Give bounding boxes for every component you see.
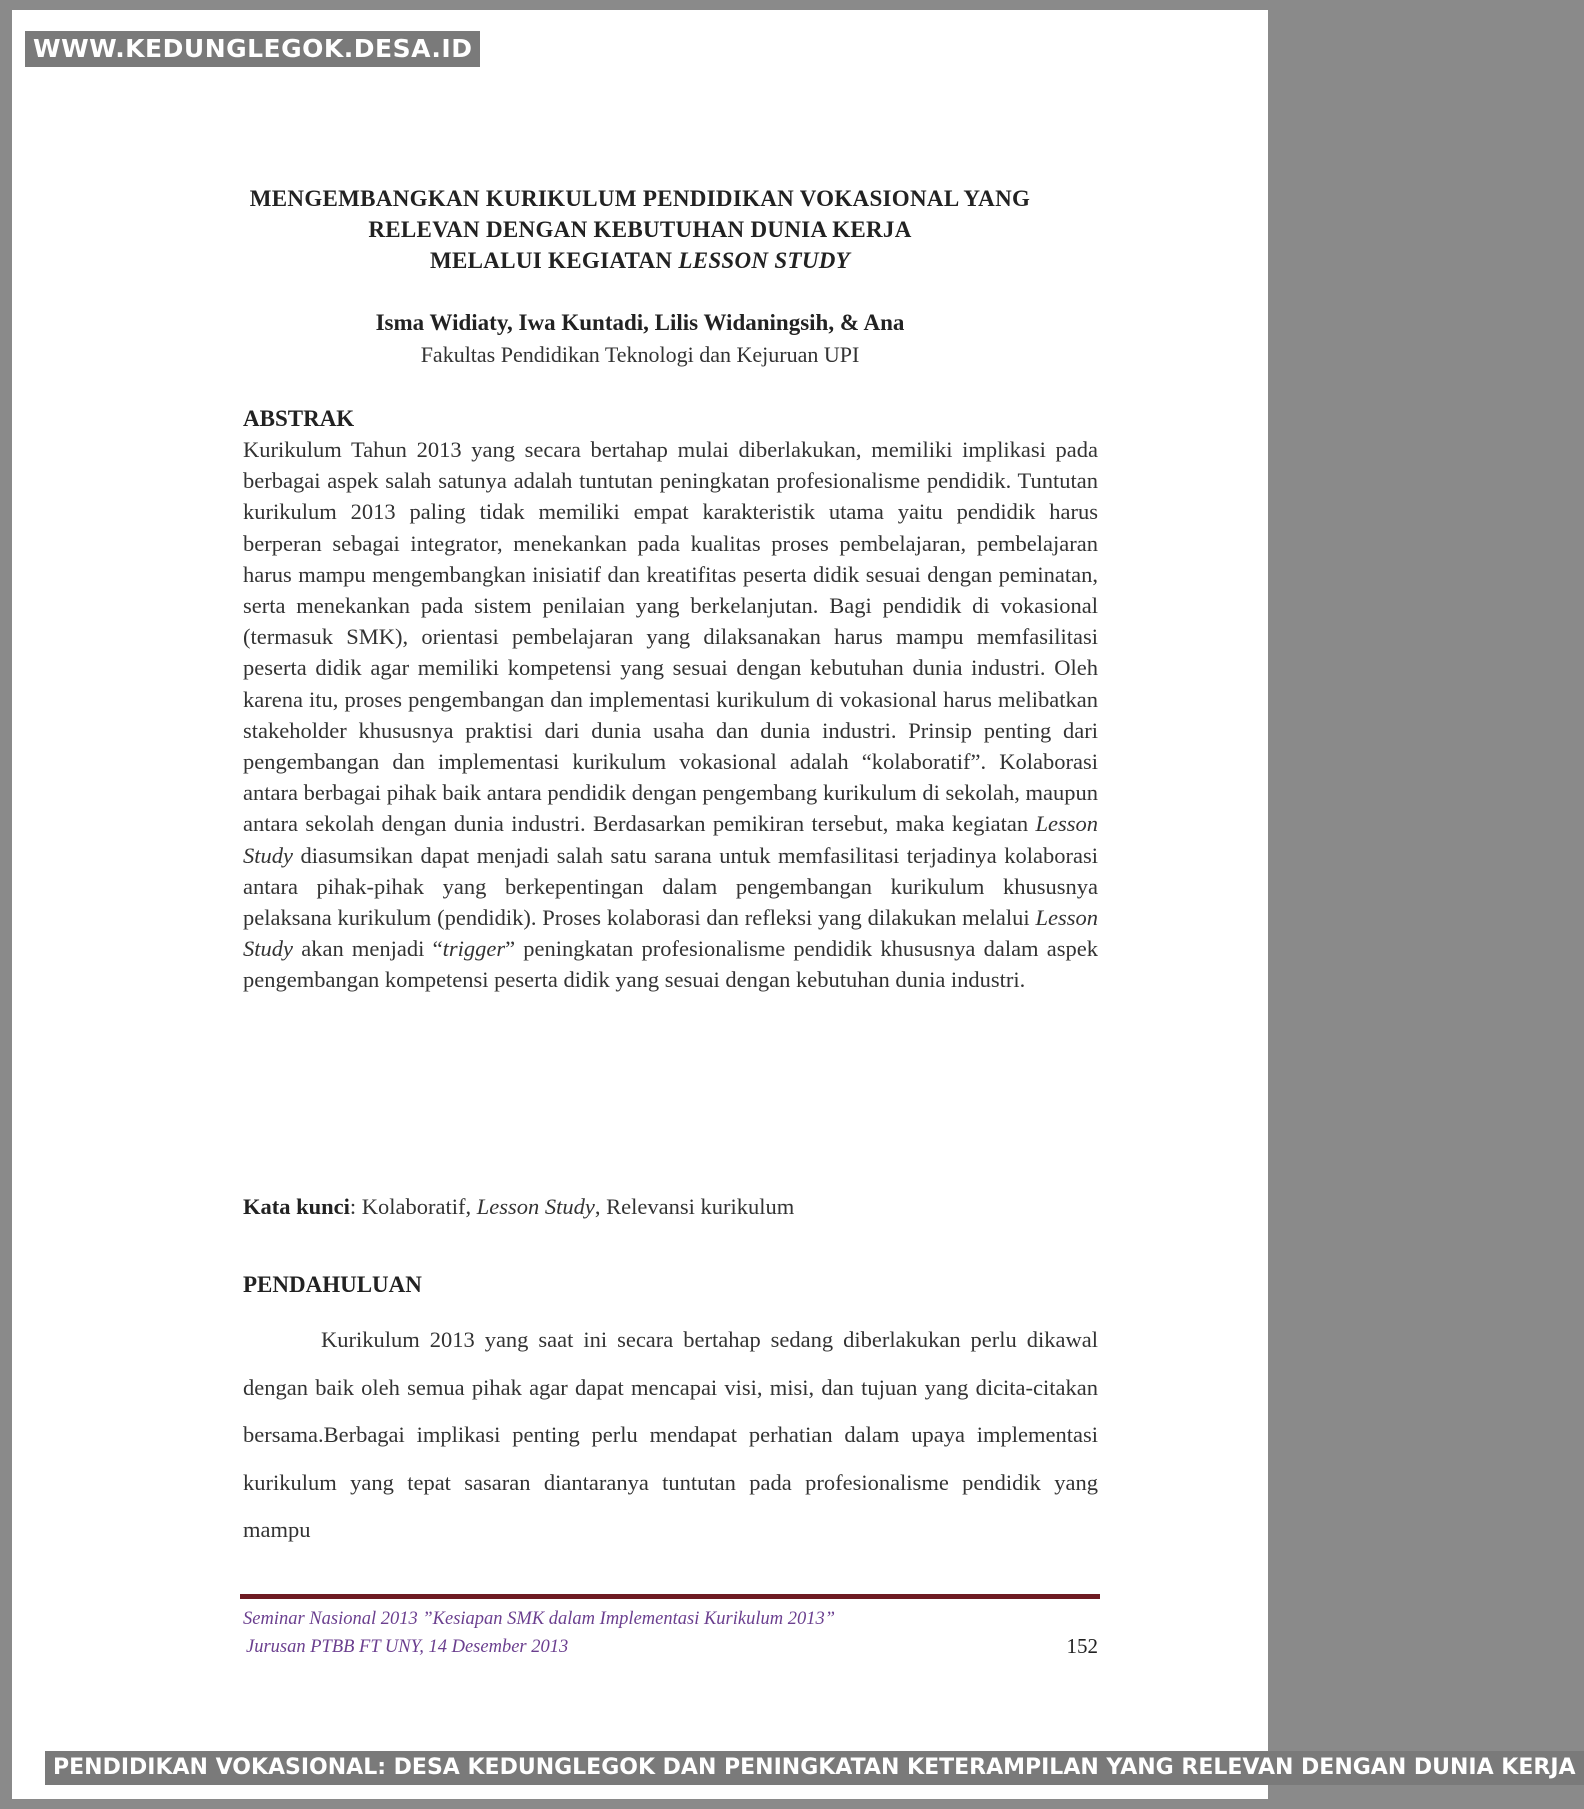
title-line-2: RELEVAN DENGAN KEBUTUHAN DUNIA KERJA <box>368 217 912 242</box>
footer-seminar-name: Seminar Nasional 2013 ”Kesiapan SMK dalam Implementasi Kurikulum 2013” <box>243 1609 836 1629</box>
keywords-part-2: , Relevansi kurikulum <box>594 1194 795 1219</box>
title-line-3-italic: LESSON STUDY <box>678 248 850 273</box>
section-heading-pendahuluan: PENDAHULUAN <box>243 1272 422 1297</box>
site-url-banner: WWW.KEDUNGLEGOK.DESA.ID <box>25 31 480 67</box>
page-number: 152 <box>1066 1634 1098 1658</box>
keywords <box>243 1192 1098 1222</box>
footer-divider <box>240 1594 1100 1599</box>
paper-affiliation: Fakultas Pendidikan Teknologi dan Kejuruan UPI <box>420 342 860 367</box>
abstract-heading: ABSTRAK <box>243 406 355 431</box>
title-line-3-prefix: MELALUI KEGIATAN <box>430 248 679 273</box>
abstract-part-3: akan menjadi “ <box>293 936 443 962</box>
abstract-part-1: Kurikulum Tahun 2013 yang secara bertahap mulai diberlakukan, memiliki implikasi pada berbagai aspek salah satunya adalah tuntutan peningkatan profesionalisme pendidik. Tuntutan kurikulum 2013 paling tidak memiliki empat karakteristik utama yaitu pendidik harus berperan sebagai integrator, menekankan pada kualitas proses pembelajaran, pembelajaran harus mampu mengembangkan inisiatif dan kreatifitas peserta didik sesuai dengan peminatan, serta menekankan pada sistem penilaian yang berkelanjutan. Bagi pendidik di vokasional (termasuk SMK), orientasi pembelajaran yang dilaksanakan harus mampu memfasilitasi peserta didik agar memiliki kompetensi yang sesuai dengan kebutuhan dunia industri. Oleh karena itu, proses pengembangan dan implementasi kurikulum di vokasional harus melibatkan stakeholder khususnya praktisi dari dunia usaha dan dunia industri. Prinsip penting dari pengembangan dan implementasi kurikulum vokasional adalah “kolaboratif”. Kolaborasi antara berbagai pihak baik antara pendidik dengan pengembang kurikulum di sekolah, maupun antara sekolah dengan dunia industri. Berdasarkan pemikiran tersebut, maka kegiatan <box>243 437 1098 837</box>
keywords-label: Kata kunci <box>243 1194 350 1219</box>
keywords-part-1: : Kolaboratif, <box>349 1194 477 1219</box>
intro-paragraph: Kurikulum 2013 yang saat ini secara bertahap sedang diberlakukan perlu dikawal dengan baik oleh semua pihak agar dapat mencapai visi, misi, dan tujuan yang dicita-citakan bersama.Berbagai implikasi penting perlu mendapat perhatian dalam upaya implementasi kurikulum yang tepat sasaran diantaranya tuntutan pada profesionalisme pendidik yang mampu <box>243 1327 1098 1542</box>
keywords-italic: Lesson Study <box>476 1194 595 1219</box>
abstract-part-2: diasumsikan dapat menjadi salah satu sarana untuk memfasilitasi terjadinya kolaborasi antara pihak-pihak yang berkepentingan dalam pengembangan kurikulum khususnya pelaksana kurikulum (pendidik). Proses kolaborasi dan refleksi yang dilakukan melalui <box>243 842 1098 931</box>
title-line-3 <box>200 245 1080 276</box>
abstract-italic-2: Lesson Study <box>243 905 1098 962</box>
paper-authors: Isma Widiaty, Iwa Kuntadi, Lilis Widaningsih, & Ana <box>375 310 905 335</box>
abstract-part-4: ” peningkatan profesionalisme pendidik khususnya dalam aspek pengembangan kompetensi peserta didik yang sesuai dengan kebutuhan dunia industri. <box>243 936 1099 993</box>
paper-title <box>200 183 1080 276</box>
abstract-text <box>243 434 1098 996</box>
abstract-italic-1: Lesson Study <box>243 811 1098 868</box>
abstract-italic-3: trigger <box>442 936 506 962</box>
caption-banner: PENDIDIKAN VOKASIONAL: DESA KEDUNGLEGOK DAN PENINGKATAN KETERAMPILAN YANG RELEVAN DENGAN DUNIA KERJA <box>45 1751 1584 1785</box>
footer-department-date: Jurusan PTBB FT UNY, 14 Desember 2013 <box>246 1637 569 1657</box>
title-line-1: MENGEMBANGKAN KURIKULUM PENDIDIKAN VOKASIONAL YANG <box>249 186 1031 211</box>
